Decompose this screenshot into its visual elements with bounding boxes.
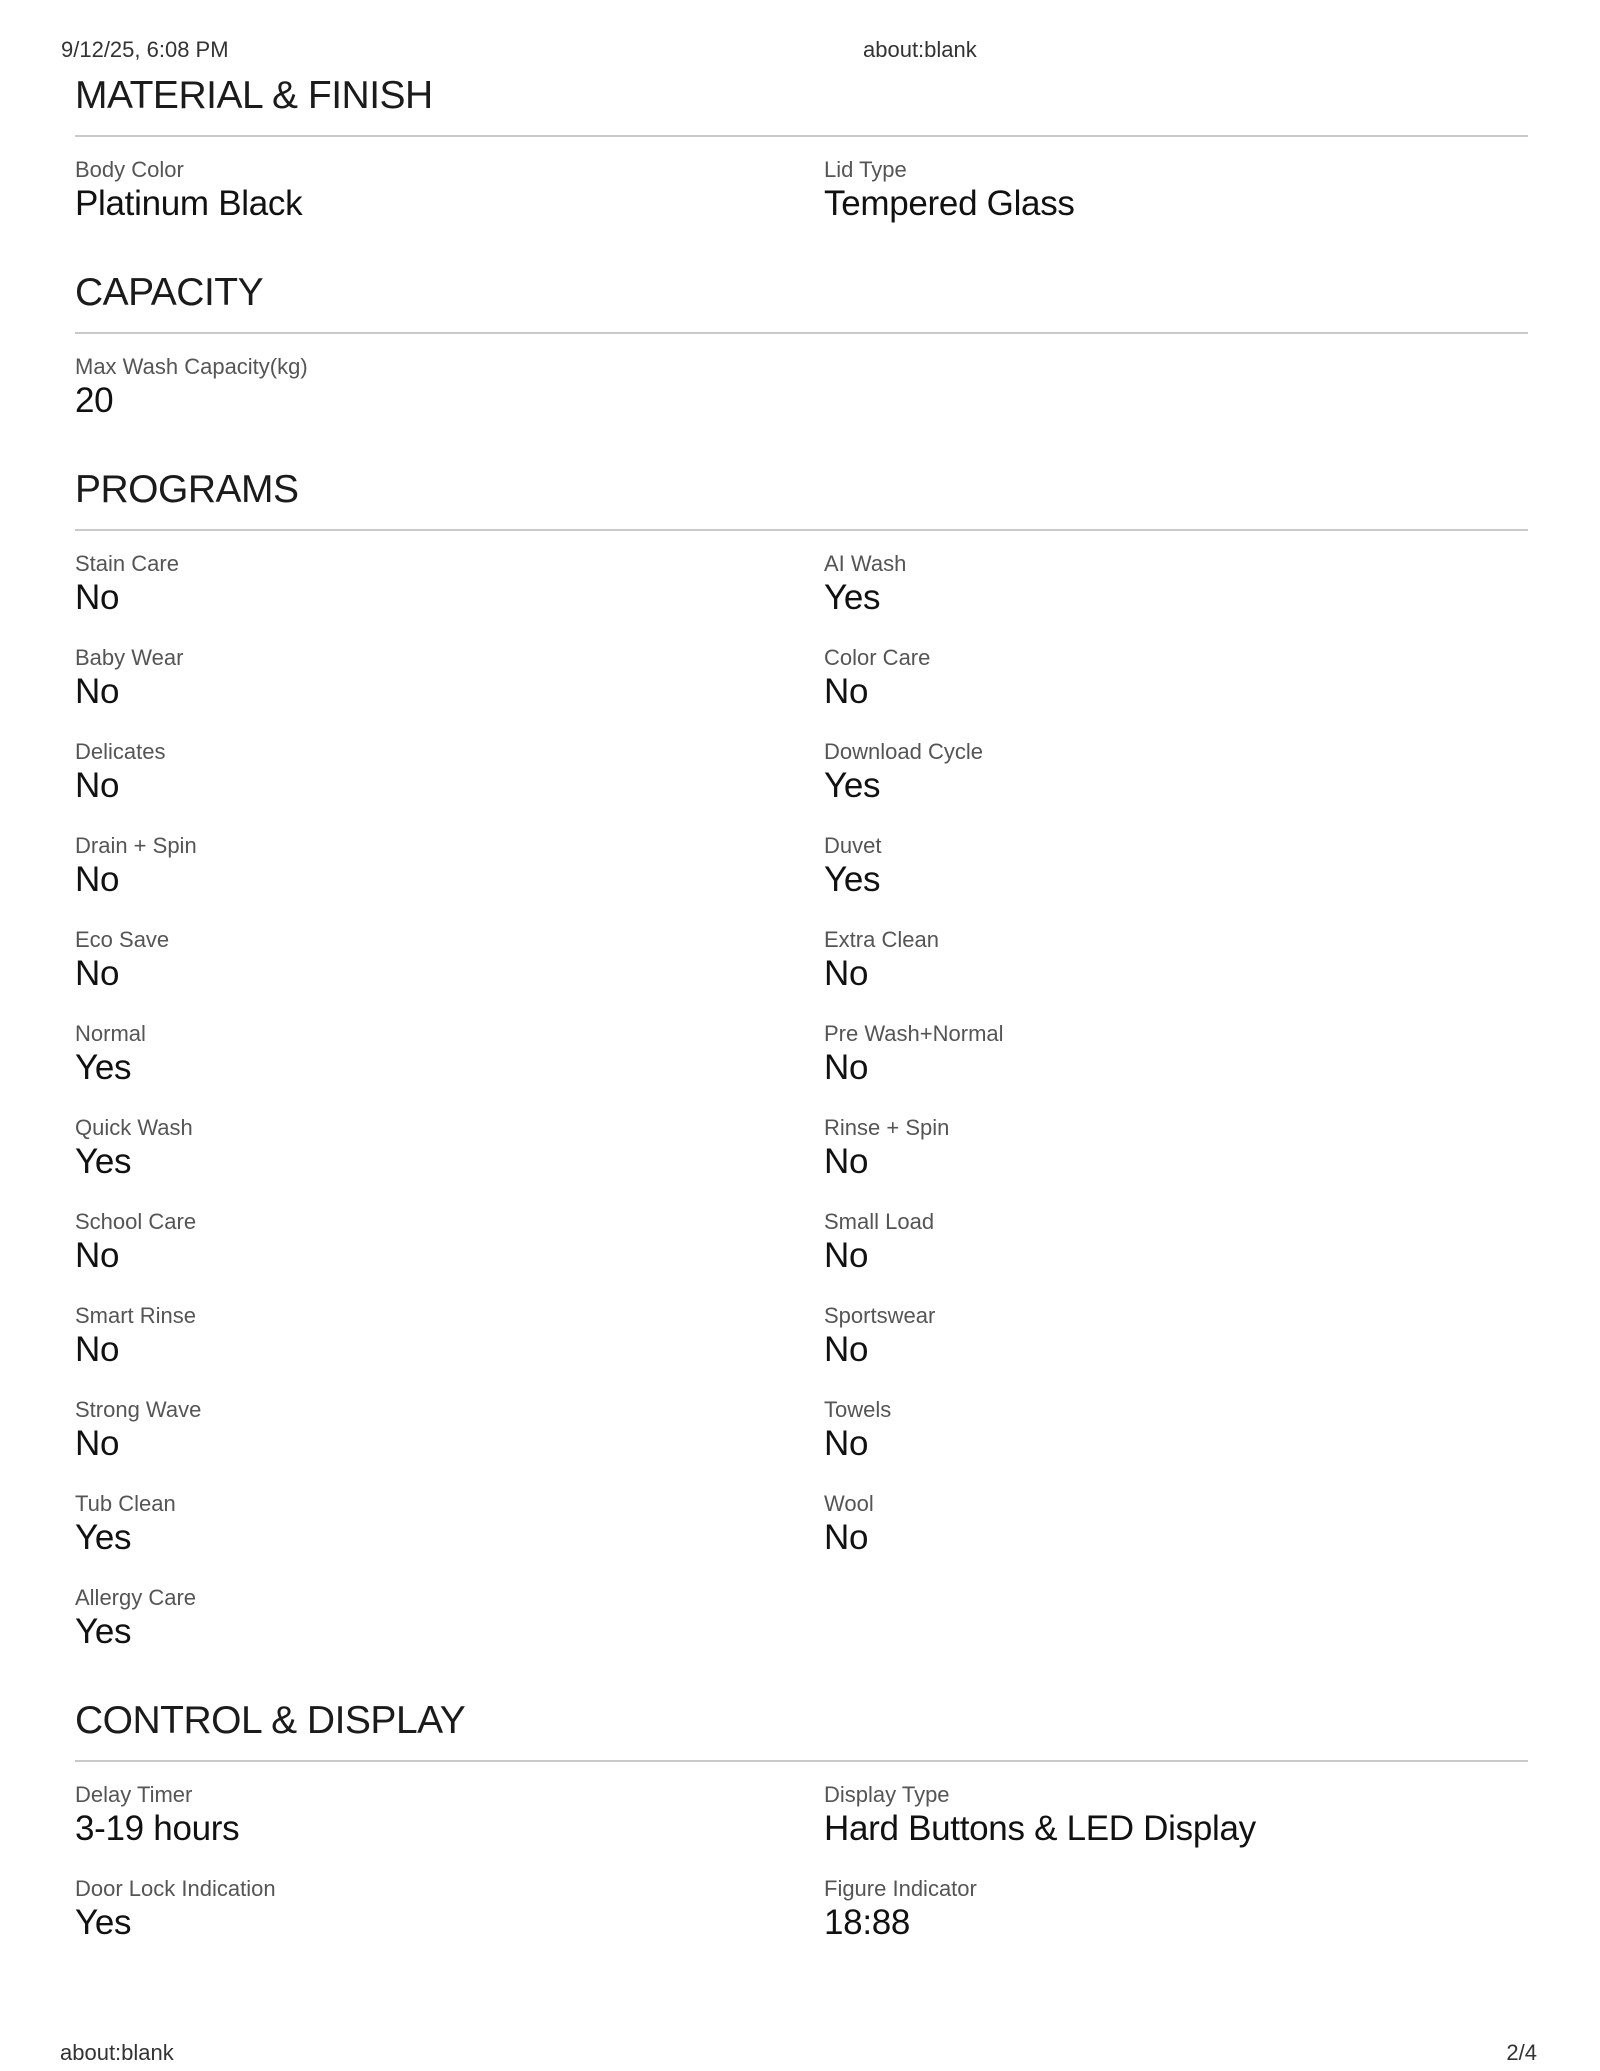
spec-value: No: [824, 1518, 869, 1557]
spec-section: [75, 272, 1528, 448]
spec-label: Baby Wear: [75, 645, 184, 670]
spec-grid: [75, 157, 1528, 251]
spec-section: [75, 75, 1528, 251]
print-footer-page-number: 2/4: [1506, 2040, 1537, 2065]
spec-item: [75, 354, 824, 422]
spec-label: Body Color: [75, 157, 184, 182]
spec-value: No: [75, 672, 120, 711]
spec-item: [75, 1115, 824, 1183]
spec-value: No: [75, 1236, 120, 1275]
spec-item: [824, 1209, 1528, 1277]
spec-value: No: [75, 1330, 120, 1369]
spec-item: [75, 927, 824, 995]
spec-value: Yes: [75, 1048, 132, 1087]
spec-item: [824, 1115, 1528, 1183]
spec-value: Yes: [75, 1612, 132, 1651]
spec-item: [824, 157, 1528, 225]
spec-label: Quick Wash: [75, 1115, 193, 1140]
spec-label: Tub Clean: [75, 1491, 176, 1516]
section-title: CAPACITY: [75, 271, 264, 314]
spec-item: [75, 1782, 824, 1850]
spec-label: Smart Rinse: [75, 1303, 197, 1328]
spec-item: [75, 551, 824, 619]
spec-value: No: [75, 1424, 120, 1463]
spec-value: 3-19 hours: [75, 1809, 240, 1848]
section-title: MATERIAL & FINISH: [75, 74, 433, 117]
spec-item: [75, 1397, 824, 1465]
spec-label: Max Wash Capacity(kg): [75, 354, 308, 379]
spec-label: Lid Type: [824, 157, 907, 182]
spec-label: Stain Care: [75, 551, 179, 576]
section-divider: [75, 1760, 1528, 1762]
spec-value: Tempered Glass: [824, 184, 1075, 223]
section-divider: [75, 332, 1528, 334]
spec-label: Strong Wave: [75, 1397, 202, 1422]
spec-label: Extra Clean: [824, 927, 939, 952]
print-header-title: about:blank: [863, 37, 977, 62]
spec-section: [75, 469, 1528, 1679]
spec-item: [824, 645, 1528, 713]
spec-value: No: [824, 1330, 869, 1369]
spec-label: School Care: [75, 1209, 197, 1234]
spec-label: Delay Timer: [75, 1782, 193, 1807]
spec-value: No: [75, 860, 120, 899]
spec-grid: [75, 551, 1528, 1679]
spec-label: Display Type: [824, 1782, 950, 1807]
spec-label: Wool: [824, 1491, 874, 1516]
spec-value: Platinum Black: [75, 184, 303, 223]
spec-label: Delicates: [75, 739, 166, 764]
spec-label: Door Lock Indication: [75, 1876, 276, 1901]
spec-item: [824, 1397, 1528, 1465]
print-footer-url: about:blank: [60, 2040, 174, 2065]
spec-item: [75, 1585, 824, 1653]
spec-value: 18:88: [824, 1903, 911, 1942]
spec-value: No: [824, 1142, 869, 1181]
spec-value: No: [824, 1236, 869, 1275]
spec-item: [824, 1491, 1528, 1559]
spec-label: Normal: [75, 1021, 146, 1046]
spec-item: [75, 739, 824, 807]
spec-item: [75, 1209, 824, 1277]
spec-value: No: [824, 672, 869, 711]
spec-value: No: [824, 1048, 869, 1087]
print-header-datetime: 9/12/25, 6:08 PM: [61, 37, 229, 62]
spec-value: Yes: [824, 766, 881, 805]
spec-label: Towels: [824, 1397, 892, 1422]
spec-value: Hard Buttons & LED Display: [824, 1809, 1256, 1848]
section-divider: [75, 135, 1528, 137]
spec-value: Yes: [75, 1518, 132, 1557]
spec-value: Yes: [824, 860, 881, 899]
spec-item: [75, 833, 824, 901]
spec-label: Drain + Spin: [75, 833, 197, 858]
spec-item: [824, 739, 1528, 807]
spec-section: [75, 1700, 1528, 1970]
spec-item: [824, 1876, 1528, 1944]
spec-value: Yes: [75, 1903, 132, 1942]
spec-value: Yes: [75, 1142, 132, 1181]
spec-item: [824, 1303, 1528, 1371]
spec-label: Figure Indicator: [824, 1876, 977, 1901]
spec-grid: [75, 354, 1528, 448]
sections-root: [75, 75, 1528, 1970]
spec-item: [75, 1491, 824, 1559]
spec-label: Small Load: [824, 1209, 935, 1234]
spec-value: 20: [75, 381, 114, 420]
spec-value: No: [75, 766, 120, 805]
spec-item: [824, 1021, 1528, 1089]
spec-label: Allergy Care: [75, 1585, 197, 1610]
spec-item: [824, 551, 1528, 619]
section-divider: [75, 529, 1528, 531]
spec-label: Eco Save: [75, 927, 170, 952]
spec-item: [824, 833, 1528, 901]
spec-item: [75, 645, 824, 713]
spec-label: Pre Wash+Normal: [824, 1021, 1004, 1046]
spec-label: Download Cycle: [824, 739, 983, 764]
spec-item: [824, 927, 1528, 995]
spec-label: Rinse + Spin: [824, 1115, 950, 1140]
spec-item: [75, 1021, 824, 1089]
spec-label: Color Care: [824, 645, 931, 670]
spec-item: [75, 1876, 824, 1944]
spec-item: [75, 157, 824, 225]
spec-value: No: [75, 954, 120, 993]
section-title: CONTROL & DISPLAY: [75, 1699, 466, 1742]
spec-label: Duvet: [824, 833, 882, 858]
spec-grid: [75, 1782, 1528, 1970]
print-footer: [60, 2040, 1537, 2066]
spec-item: [824, 1782, 1528, 1850]
spec-value: Yes: [824, 578, 881, 617]
spec-label: Sportswear: [824, 1303, 936, 1328]
spec-label: AI Wash: [824, 551, 907, 576]
spec-value: No: [75, 578, 120, 617]
section-title: PROGRAMS: [75, 468, 299, 511]
spec-value: No: [824, 1424, 869, 1463]
spec-value: No: [824, 954, 869, 993]
spec-item: [75, 1303, 824, 1371]
